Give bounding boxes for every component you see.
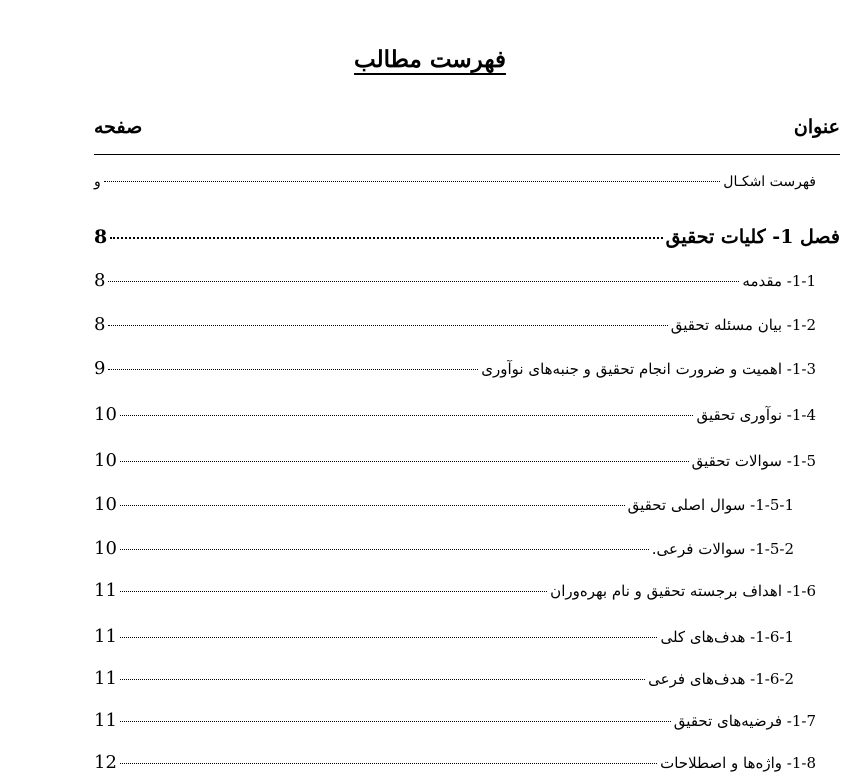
toc-entry-page: 10 [94, 494, 117, 515]
toc-entry-page: 10 [94, 538, 117, 559]
toc-entry-page: 8 [94, 314, 106, 335]
toc-entry-page: 8 [94, 270, 106, 291]
toc-entry-label: 1-1- مقدمه [742, 272, 816, 290]
dot-leader [120, 637, 658, 638]
toc-entry-label: 1-8- واژه‌ها و اصطلاحات [660, 754, 816, 772]
toc-entry-1-2[interactable] [94, 314, 816, 335]
toc-entry-1-3[interactable] [94, 358, 816, 379]
toc-entry-1-5[interactable] [94, 450, 816, 471]
toc-entry-label: 1-4- نوآوری تحقیق [696, 406, 816, 424]
toc-entry-page: 11 [94, 626, 117, 647]
toc-entry-label: 1-3- اهمیت و ضرورت انجام تحقیق و جنبه‌های نوآوری [481, 360, 816, 378]
toc-entry-label: 1-5-1- سوال اصلی تحقیق [627, 496, 794, 514]
toc-entry-page: 10 [94, 404, 117, 425]
toc-entry-1-4[interactable] [94, 404, 816, 425]
toc-entry-page: 11 [94, 668, 117, 689]
toc-entry-label: 1-2- بیان مسئله تحقیق [670, 316, 816, 334]
dot-leader [120, 679, 645, 680]
toc-entry-1-8[interactable] [94, 752, 816, 773]
toc-entry-1-6-2[interactable] [94, 668, 794, 689]
toc-entry-label: 1-7- فرضیه‌های تحقیق [673, 712, 816, 730]
toc-entry-page: و [94, 174, 101, 190]
toc-entry-page: 10 [94, 450, 117, 471]
toc-entry-page: 8 [94, 226, 108, 248]
toc-entry-page: 12 [94, 752, 117, 773]
toc-entry-label: 1-6-1- هدف‌های کلی [660, 628, 794, 646]
toc-entry-chapter-1[interactable] [94, 226, 840, 248]
toc-entry-1-5-2[interactable] [94, 538, 794, 559]
document-title-text: فهرست مطالب [354, 46, 506, 73]
toc-entry-page: 9 [94, 358, 106, 379]
toc-entry-1-7[interactable] [94, 710, 816, 731]
dot-leader [108, 281, 739, 282]
toc-entry-1-1[interactable] [94, 270, 816, 291]
dot-leader [120, 763, 657, 764]
toc-entry-label: 1-5- سوالات تحقیق [691, 452, 816, 470]
toc-entry-1-6-1[interactable] [94, 626, 794, 647]
toc-entry-1-6[interactable] [94, 580, 816, 601]
dot-leader [110, 237, 662, 239]
toc-entry-label: 1-6- اهداف برجسته تحقیق و نام بهره‌وران [550, 582, 816, 600]
toc-entry-label: 1-5-2- سوالات فرعی. [651, 540, 794, 558]
toc-entry-page: 11 [94, 710, 117, 731]
toc-entry-list-of-figures[interactable] [94, 174, 816, 190]
toc-entry-label: 1-6-2- هدف‌های فرعی [648, 670, 794, 688]
dot-leader [108, 369, 478, 370]
toc-entry-label: فصل 1- کلیات تحقیق [665, 226, 840, 248]
dot-leader [120, 461, 689, 462]
dot-leader [104, 181, 721, 182]
dot-leader [108, 325, 667, 326]
dot-leader [120, 591, 547, 592]
title-column-header: عنوان [793, 116, 840, 138]
dot-leader [120, 505, 625, 506]
toc-entry-page: 11 [94, 580, 117, 601]
toc-entry-label: فهرست اشکـال [723, 174, 816, 190]
page-column-header: صفحه [94, 116, 143, 138]
dot-leader [120, 549, 649, 550]
dot-leader [120, 415, 694, 416]
dot-leader [120, 721, 671, 722]
toc-entry-1-5-1[interactable] [94, 494, 794, 515]
